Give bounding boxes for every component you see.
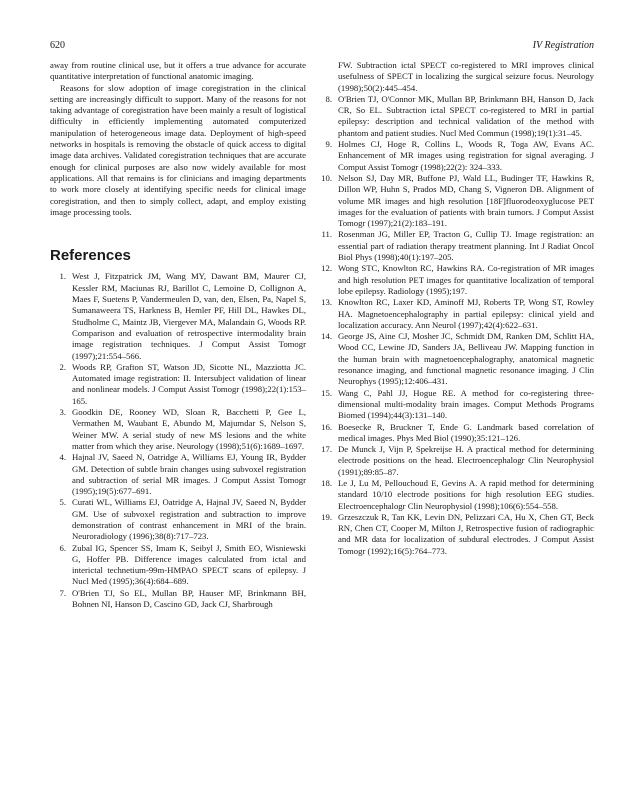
page-number: 620 — [50, 40, 65, 51]
reference-text: Zubal IG, Spencer SS, Imam K, Seibyl J, Smith EO, Wisniewski G, Hoffer PB. Difference images calculated from ictal and interictal technetium-99m-HMPAO SPECT scans of epilepsy. J Nucl Med (1995);36(4):684–689. — [72, 542, 306, 587]
reference-text: Rosenman JG, Miller EP, Tracton G, Cullip TJ. Image registration: an essential part of radiation therapy treatment planning. Int J Radiat Oncol Biol Phys (1998);40(1):197–205. — [338, 229, 594, 263]
reference-number: 11. — [321, 229, 332, 240]
reference-text: George JS, Aine CJ, Mosher JC, Schmidt DM, Ranken DM, Schlitt HA, Wood CC, Lewine JD, Sanders JA, Belliveau JW. Mapping function in the human brain with magnetoencephalography, anatomical magnetic resonance imaging, and functional magnetic resonance imaging. J Clin Neurophys (1995);12:406–431. — [338, 331, 594, 387]
body-paragraph: Reasons for slow adoption of image coregistration in the clinical setting are increasingly difficult to support. Many of the reasons for not taking advantage of coregistration have been mainly a result of logistical difficulty in efficiently implementing automated computerized manipulation of heterogeneous image data. Deployment of high-speed networks in hospitals is removing the obstacle of quick access to digital image data archives. Validated coregistration techniques that are accurate enough for clinical purposes are also now widely available for most applications. All that remains is for clinicians and imaging departments to work more closely at identifying specific needs for clinical image coregistration, and then to simply collect, adapt, and employ existing image processing tools. — [50, 82, 306, 217]
reference-text: West J, Fitzpatrick JM, Wang MY, Dawant BM, Maurer CJ, Kessler RM, Maciunas RJ, Barillot C, Lemoine D, Collignon A, Maes F, Suetens P, Vandermeulen D, van, den, Elsen, Pa, Napel S, Sumanaweera TS, Harkness B, Hemler PF, Hill DL, Hawkes DL, Studholme C, Maintz JB, Viergever MA, Malandain G, Woods RP. Comparison and evaluation of retrospective intermodality brain image registration techniques. J Comput Assist Tomogr (1997);21:554–566. — [72, 271, 306, 361]
reference-item — [50, 271, 306, 361]
body-paragraph: away from routine clinical use, but it offers a true advance for accurate quantitative interpretation of functional anatomic imaging. — [50, 60, 306, 82]
reference-item — [316, 444, 594, 478]
reference-text: Boesecke R, Bruckner T, Ende G. Landmark based correlation of medical images. Phys Med Biol (1990);35:121–126. — [338, 421, 594, 443]
reference-number: 12. — [321, 263, 332, 274]
left-column — [50, 60, 306, 610]
reference-number: 17. — [321, 444, 332, 455]
reference-item — [316, 297, 594, 331]
reference-number: 3. — [59, 407, 66, 418]
reference-text: Holmes CJ, Hoge R, Collins L, Woods R, Toga AW, Evans AC. Enhancement of MR images using registration for signal averaging. J Comput Assist Tomogr (1998);22(2): 324–333. — [338, 139, 594, 172]
reference-number: 15. — [321, 387, 332, 398]
reference-item — [50, 362, 306, 407]
running-header — [50, 40, 594, 54]
reference-number: 13. — [321, 297, 332, 308]
reference-text: O'Brien TJ, O'Connor MK, Mullan BP, Brinkmann BH, Hanson D, Jack CR, So EL. Subtraction ictal SPECT co-registered to MRI in partial epilepsy: description and technical validation of the method with phantom and patient studies. Nucl Med Commun (1998);19(1):31–45. — [338, 93, 594, 138]
reference-item — [316, 478, 594, 512]
reference-text: Wong STC, Knowlton RC, Hawkins RA. Co-registration of MR images and high resolution PET images for quantitative localization of temporal lobe epilepsy. Radiology (1995);197. — [338, 263, 594, 296]
reference-item-continuation — [316, 60, 594, 94]
reference-item — [50, 588, 306, 611]
reference-text: Grzeszczuk R, Tan KK, Levin DN, Pelizzari CA, Hu X, Chen GT, Beck RN, Chen CT, Cooper M, Milton J, Retrospective fusion of radiographic and MR data for localization of subdural electrodes. J Comput Assist Tomogr (1992);16(5):764–773. — [338, 511, 594, 556]
reference-item — [50, 497, 306, 542]
reference-number: 7. — [59, 587, 66, 598]
reference-item — [316, 512, 594, 557]
right-column — [316, 60, 594, 557]
reference-number: 19. — [321, 511, 332, 522]
reference-text: Nelson SJ, Day MR, Buffone PJ, Wald LL, Budinger TF, Hawkins R, Dillon WP, Huhn S, Prados MD, Chang S, Vigneron DB. Alignment of volume MR images and high resolution [18F]fluorodeoxyglucose PET images for the evaluation of patients with brain tumors. J Comput Assist Tomogr (1997);21(2):183–191. — [338, 172, 594, 229]
reference-item — [316, 388, 594, 422]
reference-list-continued — [316, 60, 594, 557]
reference-text: Wang C, Pahl JJ, Hogue RE. A method for co-registering three-dimensional multi-modality brain images. Comput Methods Programs Biomed (1994);44(3):131–140. — [338, 387, 594, 421]
reference-number: 2. — [59, 361, 66, 372]
reference-item — [316, 263, 594, 297]
reference-text: Le J, Lu M, Pellouchoud E, Gevins A. A rapid method for determining standard 10/10 electrode positions for high resolution EEG studies. Electroencephalogr Clin Neurophysiol (1998);106(6):554–558. — [338, 477, 594, 511]
reference-item — [316, 331, 594, 387]
reference-number: 14. — [321, 331, 332, 342]
reference-item — [316, 139, 594, 173]
reference-item — [50, 407, 306, 452]
reference-number: 18. — [321, 477, 332, 488]
section-title: IV Registration — [532, 40, 594, 51]
reference-text: De Munck J, Vijn P, Spekreijse H. A practical method for determining electrode positions on the head. Electroencephalogr Clin Neurophysiol (1991);89:85–87. — [338, 444, 594, 477]
reference-item — [316, 422, 594, 445]
reference-number: 4. — [59, 452, 66, 463]
reference-number: 10. — [321, 172, 332, 183]
reference-number: 5. — [59, 497, 66, 508]
reference-item — [50, 543, 306, 588]
reference-item — [316, 173, 594, 229]
reference-number: 6. — [59, 542, 66, 553]
reference-text: Knowlton RC, Laxer KD, Aminoff MJ, Roberts TP, Wong ST, Rowley HA. Magnetoencephalography in partial epilepsy: clinical yield and localization accuracy. Ann Neurol (1997);42(4):622–631. — [338, 297, 594, 330]
reference-item — [50, 452, 306, 497]
reference-number: 16. — [321, 421, 332, 432]
reference-text: O'Brien TJ, So EL, Mullan BP, Hauser MF, Brinkmann BH, Bohnen NI, Hanson D, Cascino GD, Jack CJ, Sharbrough — [72, 587, 306, 610]
reference-item — [316, 229, 594, 263]
reference-number: 1. — [59, 271, 66, 282]
reference-item — [316, 94, 594, 139]
reference-list — [50, 271, 306, 610]
reference-number: 9. — [325, 139, 332, 150]
reference-text: Hajnal JV, Saeed N, Oatridge A, Williams EJ, Young IR, Bydder GM. Detection of subtle brain changes using subvoxel registration and subtraction of serial MR images. J Comput Assist Tomogr (1995);19(5):677–691. — [72, 452, 306, 497]
reference-number: 8. — [325, 93, 332, 104]
reference-text: Woods RP, Grafton ST, Watson JD, Sicotte NL, Mazziotta JC. Automated image registration: II. Intersubject validation of linear and nonlinear models. J Comput Assist Tomogr (1998);22(1):153–165. — [72, 361, 306, 406]
references-heading: References — [50, 247, 131, 265]
reference-text: FW. Subtraction ictal SPECT co-registered to MRI improves clinical usefulness of SPECT in localizing the surgical seizure focus. Neurology (1998);50(2):445–454. — [338, 60, 594, 93]
reference-text: Goodkin DE, Rooney WD, Sloan R, Bacchetti P, Gee L, Vermathen M, Waubant E, Abundo M, Majumdar S, Nelson S, Weiner MW. A serial study of new MS lesions and the white matter from which they arise. Neurology (1998);51(6):1689–1697. — [72, 407, 306, 451]
reference-text: Curati WL, Williams EJ, Oatridge A, Hajnal JV, Saeed N, Bydder GM. Use of subvoxel registration and subtraction to improve demonstration of contrast enhancement in MRI of the brain. Neuroradiology (1996);38(8):717–723. — [72, 497, 306, 542]
